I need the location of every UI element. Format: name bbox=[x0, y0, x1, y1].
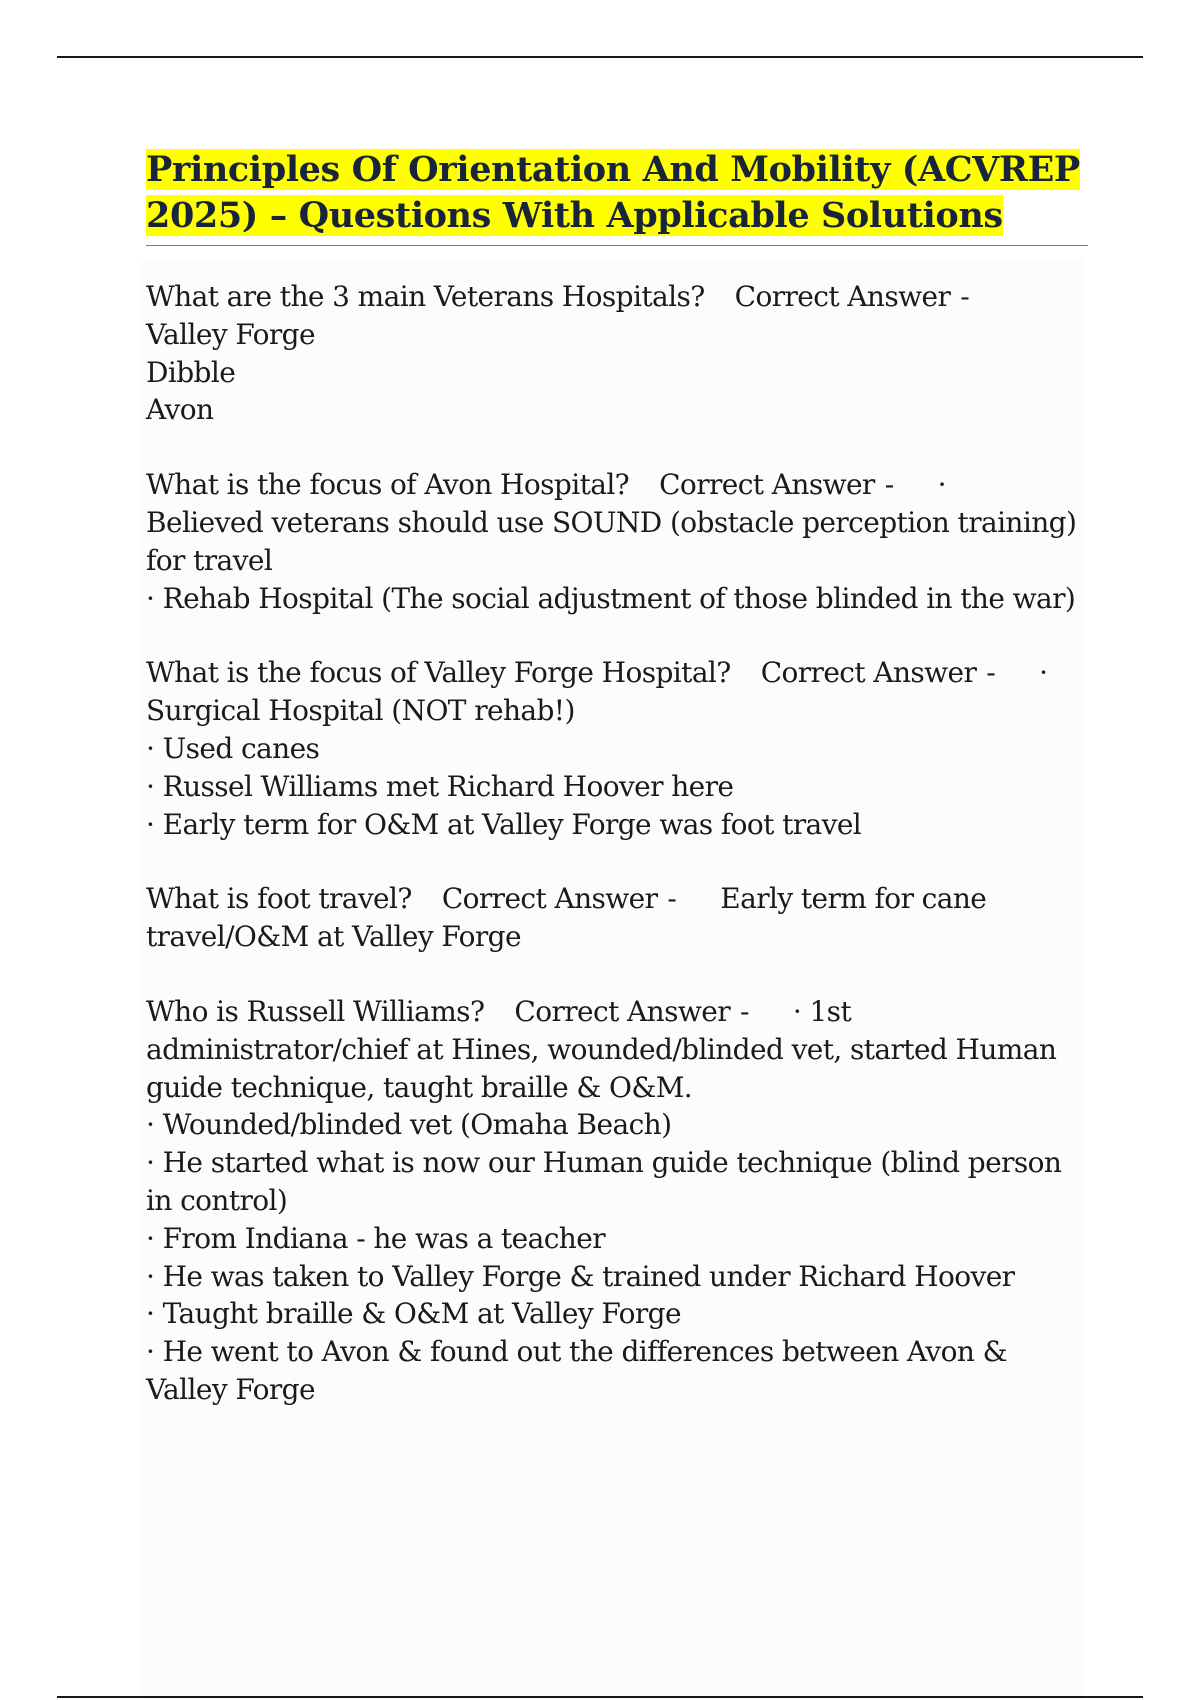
title-highlight: Principles Of Orientation And Mobility (ACVREP 2025) – Questions With Applicable Solutions bbox=[146, 149, 1080, 236]
answer-inline: · bbox=[937, 468, 946, 502]
answer-line: · He was taken to Valley Forge & trained under Richard Hoover bbox=[146, 1259, 1015, 1293]
question-line bbox=[146, 654, 1092, 692]
answer-inline: · 1st bbox=[792, 994, 852, 1028]
answer-line: · Wounded/blinded vet (Omaha Beach) bbox=[146, 1108, 672, 1142]
answer-line: · He went to Avon & found out the differences between Avon & Valley Forge bbox=[146, 1335, 1007, 1406]
question-text: What is the focus of Avon Hospital? bbox=[146, 468, 630, 502]
answer-line: Avon bbox=[146, 393, 214, 427]
answer-label: Correct Answer bbox=[760, 656, 977, 690]
answer-line: Valley Forge bbox=[146, 317, 315, 351]
answer-label: Correct Answer bbox=[514, 994, 730, 1028]
qa-item bbox=[146, 466, 1092, 617]
question-text: Who is Russell Williams? bbox=[146, 994, 485, 1028]
answer-line: · Used canes bbox=[146, 731, 320, 765]
question-line bbox=[146, 278, 1092, 316]
title-block bbox=[146, 147, 1088, 246]
answer-dash: - bbox=[667, 882, 677, 916]
qa-item bbox=[146, 993, 1092, 1409]
answer-line: Believed veterans should use SOUND (obstacle perception training) for travel bbox=[146, 505, 1077, 577]
answer-dash: - bbox=[739, 994, 749, 1028]
question-text: What is foot travel? bbox=[146, 882, 412, 916]
answer-label: Correct Answer bbox=[734, 280, 951, 313]
answer-line: Surgical Hospital (NOT rehab!) bbox=[146, 694, 575, 728]
answer-dash: - bbox=[960, 280, 970, 313]
question-text: What is the focus of Valley Forge Hospital? bbox=[146, 656, 731, 690]
footer-rule bbox=[57, 1696, 1143, 1698]
page-title bbox=[146, 147, 1088, 239]
qa-item bbox=[146, 654, 1092, 843]
answer-line: · Russel Williams met Richard Hoover here bbox=[146, 769, 734, 803]
answer-label: Correct Answer bbox=[441, 882, 658, 916]
answer-line: · Rehab Hospital (The social adjustment of those blinded in the war) bbox=[146, 581, 1076, 615]
qa-item bbox=[146, 278, 1092, 429]
answer-dash: - bbox=[884, 468, 894, 502]
answer-label: Correct Answer bbox=[659, 468, 875, 502]
answer-dash: - bbox=[986, 656, 996, 690]
answer-line: administrator/chief at Hines, wounded/blinded vet, started Human guide technique, taught braille & O&M. bbox=[146, 1032, 1057, 1104]
answer-line: Dibble bbox=[146, 355, 236, 389]
qa-item bbox=[146, 880, 1092, 956]
answer-line: · He started what is now our Human guide technique (blind person in control) bbox=[146, 1146, 1062, 1217]
answer-line: · Taught braille & O&M at Valley Forge bbox=[146, 1297, 681, 1331]
answer-inline: Early term for cane bbox=[720, 882, 987, 916]
answer-line: travel/O&M at Valley Forge bbox=[146, 920, 521, 954]
question-line bbox=[146, 880, 1092, 918]
question-line bbox=[146, 466, 1092, 504]
question-line bbox=[146, 993, 1092, 1031]
answer-line: · Early term for O&M at Valley Forge was foot travel bbox=[146, 807, 862, 841]
question-text: What are the 3 main Veterans Hospitals? bbox=[146, 280, 705, 313]
document-body bbox=[146, 147, 1092, 1446]
header-rule bbox=[57, 56, 1143, 58]
answer-line: · From Indiana - he was a teacher bbox=[146, 1221, 605, 1255]
answer-inline: · bbox=[1039, 656, 1048, 690]
